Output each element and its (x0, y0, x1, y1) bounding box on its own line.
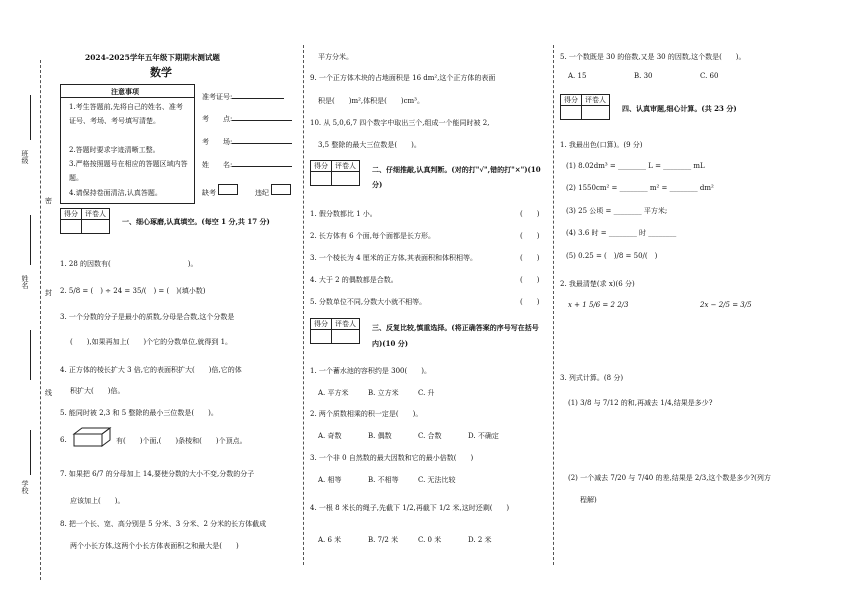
calc-1-item-5: (5) 0.25 = ( )/8 = 50/( ) (566, 252, 658, 260)
q1-7b: 应该加上( )。 (70, 497, 125, 505)
mc-4-opt-c[interactable]: C. 0 米 (418, 536, 442, 544)
mc-5-opt-b[interactable]: B. 30 (634, 72, 653, 80)
column-divider-1 (303, 45, 304, 565)
q1-3a: 3. 一个分数的分子是最小的质数,分母是合数,这个分数是 (60, 313, 235, 321)
mc-1: 1. 一个蓄水池的容积约是 300( )。 (310, 367, 431, 375)
judge-1: 1. 假分数都比 1 小。 (310, 210, 377, 218)
q1-3b: ( ),如果再加上( )个它的分数单位,就得到 1。 (70, 338, 233, 346)
calc-3-q2: (2) 一个减去 7/20 与 7/40 的差,结果是 2/3,这个数是多少?(列方 (568, 474, 771, 482)
field-absent[interactable]: 缺考 (202, 184, 238, 198)
seal-mark-xian: 线 (45, 389, 52, 397)
q1-7a: 7. 如果把 6/7 的分母加上 14,要使分数的大小不变,分数的分子 (60, 470, 255, 478)
mc-3-opt-c[interactable]: C. 无法比较 (418, 476, 456, 484)
calc-1-item-3: (3) 25 公顷 = ________ 平方米; (566, 207, 668, 215)
judge-5: 5. 分数单位不同,分数大小就不相等。 (310, 298, 427, 306)
notes-title: 注意事项 (111, 87, 139, 96)
notes-item-4: 4.请保持卷面清洁,认真答题。 (69, 189, 162, 197)
mc-1-opt-a[interactable]: A. 平方米 (318, 389, 349, 397)
calc-1-title: 1. 我最出色(口算)。(9 分) (560, 141, 643, 149)
q1-8b: 两个小长方体,这两个小长方体表面积之和最大是( ) (70, 542, 239, 550)
mc-2-opt-d[interactable]: D. 不确定 (468, 432, 499, 440)
calc-3-q2b: 程解) (580, 496, 597, 504)
notes-item-1: 1.考生答题前,先将自己的姓名、准考证号、考场、考号填写清楚。 (69, 103, 183, 125)
column-divider-2 (553, 45, 554, 565)
mc-5-opt-a[interactable]: A. 15 (568, 72, 587, 80)
calc-1-item-2: (2) 1550cm² = ________ m² = ________ dm² (566, 184, 714, 192)
binding-label-name: 姓名 (21, 275, 29, 289)
q1-8a: 8. 把一个长、宽、高分别是 5 分米、3 分米、2 分米的长方体截成 (60, 520, 267, 528)
q1-4a: 4. 正方体的棱长扩大 3 倍,它的表面积扩大( )倍,它的体 (60, 366, 242, 374)
field-exam-room[interactable]: 考 场: (202, 137, 292, 147)
calc-2-title: 2. 我最清楚(求 x)(6 分) (560, 280, 635, 288)
notes-item-3: 3.严格按照题号在相应的答题区域内答题。 (69, 160, 188, 182)
q1-4b: 积扩大( )倍。 (70, 387, 125, 395)
binding-label-class: 班级 (21, 150, 29, 164)
q1-6: 有( )个面,( )条棱和( )个顶点。 (116, 437, 247, 445)
q1-5: 5. 能同时被 2,3 和 5 整除的最小三位数是( )。 (60, 409, 218, 417)
q1-10b: 3,5 整除的最大三位数是( )。 (318, 141, 421, 149)
q1-9b: 积是( )m²,体积是( )cm³。 (318, 97, 424, 105)
section4-title: 四、认真审题,细心计算。(共 23 分) (622, 104, 737, 113)
field-exam-site[interactable]: 考 点: (202, 114, 292, 124)
mc-3: 3. 一个非 0 自然数的最大因数和它的最小倍数( ) (310, 454, 474, 462)
mc-4: 4. 一根 8 米长的绳子,先截下 1/2,再截下 1/2 米,这时还剩( ) (310, 504, 510, 512)
section1-title: 一、细心琢磨,认真填空。(每空 1 分,共 17 分) (122, 217, 270, 226)
score-table-3: 得分 评卷人 (310, 318, 360, 344)
judge-5-answer[interactable]: ( ) (520, 298, 540, 306)
mc-4-opt-a[interactable]: A. 6 米 (318, 536, 342, 544)
calc-1-item-4: (4) 3.6 时 = ________ 时 ________ (566, 229, 677, 237)
mc-3-opt-b[interactable]: B. 不相等 (368, 476, 399, 484)
mc-2-opt-a[interactable]: A. 奇数 (318, 432, 342, 440)
score-table-1: 得分 评卷人 (60, 208, 110, 234)
mc-2-opt-c[interactable]: C. 合数 (418, 432, 442, 440)
cuboid-figure (72, 426, 114, 448)
judge-3-answer[interactable]: ( ) (520, 254, 540, 262)
section2-title: 二、仔细推敲,认真判断。(对的打"√",错的打"×")(10 分) (372, 165, 541, 189)
mc-1-opt-c[interactable]: C. 升 (418, 389, 435, 397)
q1-2: 2. 5/8 = ( ) ÷ 24 = 35/( ) = ( )(填小数) (60, 287, 206, 295)
binding-label-school: 学校 (21, 480, 29, 494)
field-exam-number[interactable]: 准考证号: (202, 92, 284, 102)
mc-5: 5. 一个数既是 30 的倍数,又是 30 的因数,这个数是( )。 (560, 53, 746, 61)
binding-line (40, 60, 41, 580)
mc-2-opt-b[interactable]: B. 偶数 (368, 432, 392, 440)
seal-mark-mi: 密 (45, 197, 52, 205)
mc-4-opt-d[interactable]: D. 2 米 (468, 536, 492, 544)
equation-2: 2x − 2/5 = 3/5 (700, 301, 752, 309)
mc-1-opt-b[interactable]: B. 立方米 (368, 389, 399, 397)
q8-continued: 平方分米。 (318, 53, 353, 61)
calc-1-item-1: (1) 8.02dm³ = ________ L = ________ mL (566, 162, 705, 170)
judge-2-answer[interactable]: ( ) (520, 232, 540, 240)
field-name[interactable]: 姓 名: (202, 160, 292, 170)
score-table-2: 得分 评卷人 (310, 160, 360, 186)
mc-2: 2. 两个质数相乘的积一定是( )。 (310, 410, 423, 418)
mc-3-opt-a[interactable]: A. 相等 (318, 476, 342, 484)
judge-2: 2. 长方体有 6 个面,每个面都是长方形。 (310, 232, 436, 240)
score-table-4: 得分 评卷人 (560, 94, 610, 120)
field-violation[interactable]: 违纪 (255, 184, 291, 198)
subject-title: 数学 (150, 66, 172, 79)
q1-1: 1. 28 的因数有( )。 (60, 260, 198, 268)
mc-5-opt-c[interactable]: C. 60 (700, 72, 719, 80)
mc-4-opt-b[interactable]: B. 7/2 米 (368, 536, 399, 544)
notes-item-2: 2.答题时要求字迹清晰工整。 (69, 146, 160, 154)
judge-1-answer[interactable]: ( ) (520, 210, 540, 218)
q1-10a: 10. 从 5,0,6,7 四个数字中取出三个,组成一个能同时被 2, (310, 119, 490, 127)
judge-4: 4. 大于 2 的偶数都是合数。 (310, 276, 398, 284)
section3-title: 三、反复比较,慎重选择。(将正确答案的序号写在括号内)(10 分) (372, 323, 539, 348)
q1-6-number: 6. (60, 436, 67, 444)
calc-3-q1: (1) 3/8 与 7/12 的和,再减去 1/4,结果是多少? (568, 399, 713, 407)
equation-1: x + 1 5/6 = 2 2/3 (568, 301, 629, 309)
judge-4-answer[interactable]: ( ) (520, 276, 540, 284)
notes-box (60, 84, 195, 204)
judge-3: 3. 一个棱长为 4 厘米的正方体,其表面积和体积相等。 (310, 254, 478, 262)
exam-title: 2024-2025学年五年级下期期末测试题 (85, 53, 220, 62)
calc-3-title: 3. 列式计算。(8 分) (560, 374, 624, 382)
seal-mark-feng: 封 (45, 289, 52, 297)
q1-9a: 9. 一个正方体木块的占地面积是 16 dm²,这个正方体的表面 (310, 74, 496, 82)
